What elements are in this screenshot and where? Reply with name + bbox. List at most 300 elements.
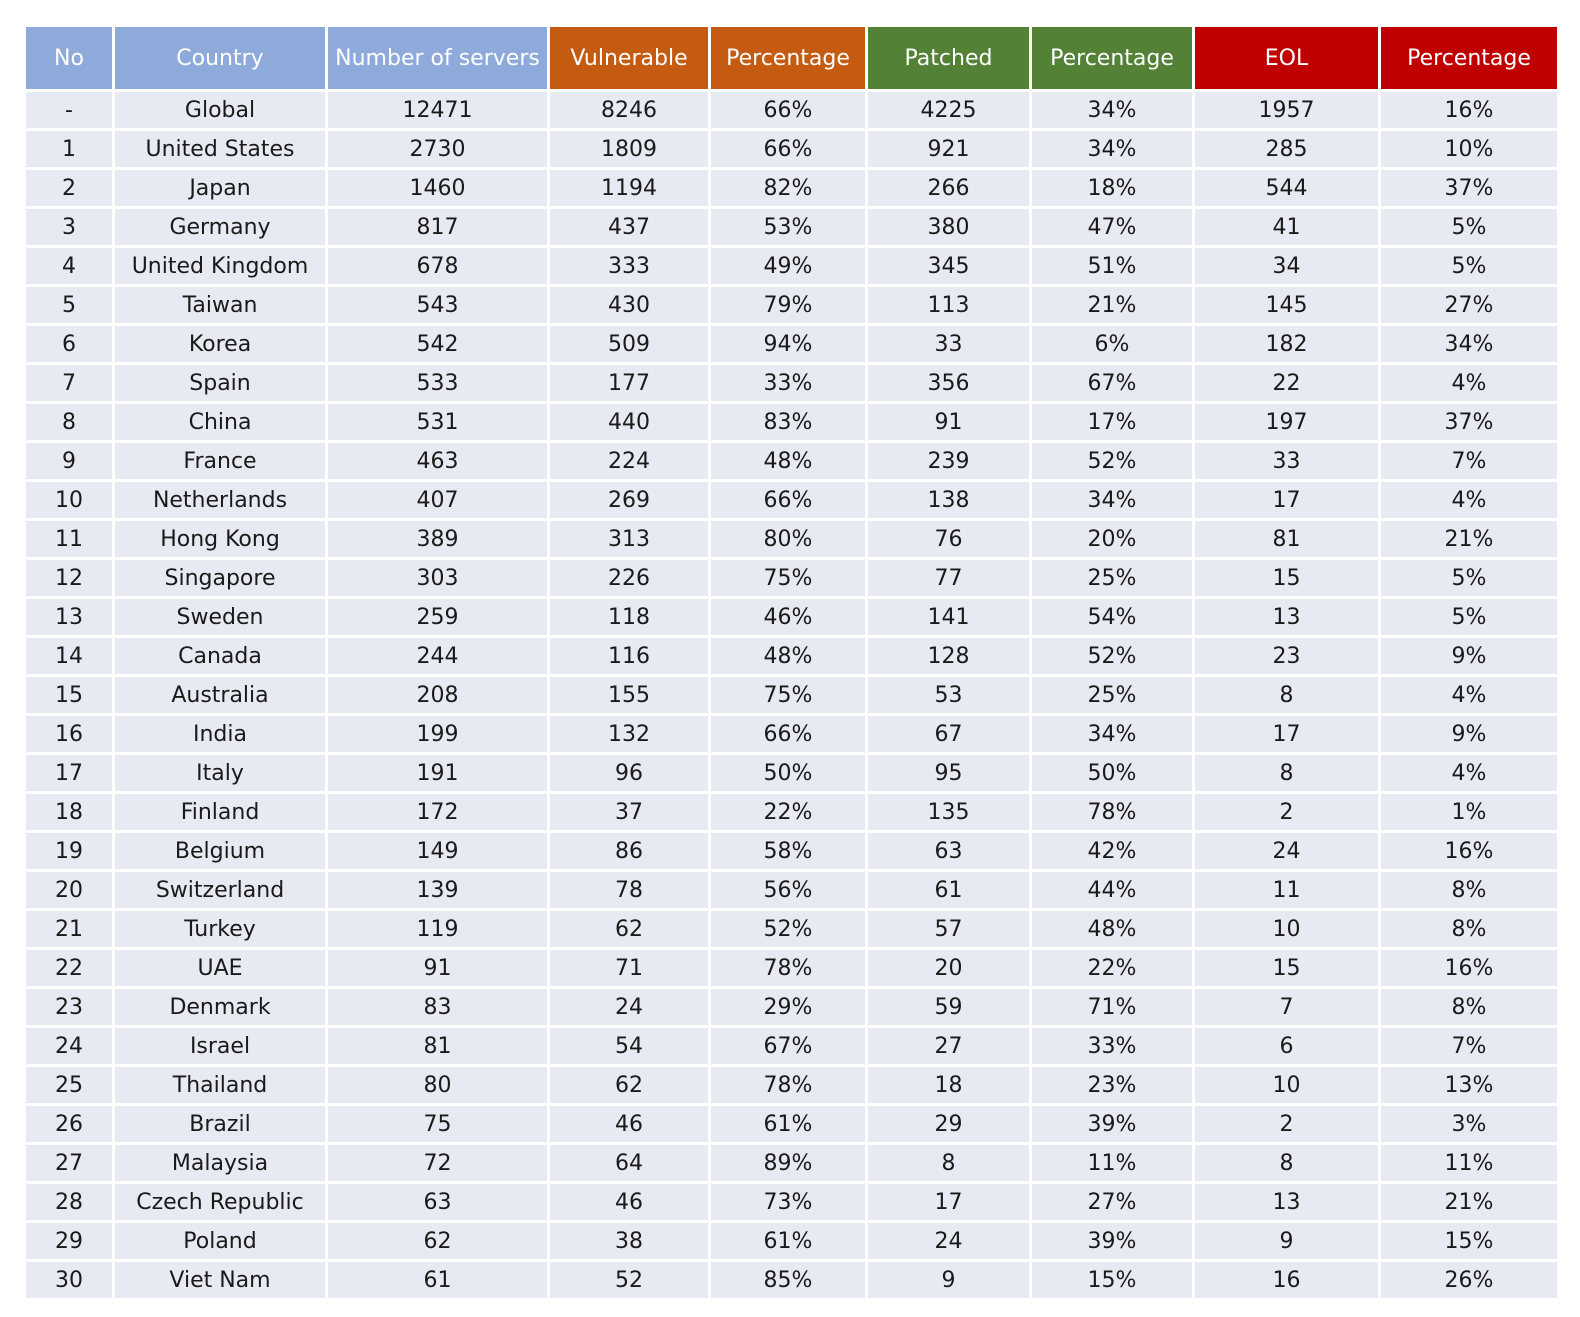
- cell-patched: 113: [867, 286, 1031, 325]
- table-row: [25, 949, 1559, 988]
- cell-vulnerable-percentage: 49%: [710, 247, 867, 286]
- cell-patched: 53: [867, 676, 1031, 715]
- cell-eol: 197: [1194, 403, 1380, 442]
- cell-vulnerable-percentage: 73%: [710, 1183, 867, 1222]
- table-row: [25, 247, 1559, 286]
- cell-no: 10: [25, 481, 114, 520]
- table-row: [25, 988, 1559, 1027]
- cell-vulnerable: 333: [549, 247, 710, 286]
- cell-no: 7: [25, 364, 114, 403]
- cell-servers: 531: [327, 403, 549, 442]
- cell-eol: 6: [1194, 1027, 1380, 1066]
- cell-country: United States: [114, 130, 327, 169]
- cell-country: Global: [114, 91, 327, 130]
- cell-vulnerable: 46: [549, 1105, 710, 1144]
- cell-servers: 139: [327, 871, 549, 910]
- cell-no: -: [25, 91, 114, 130]
- cell-servers: 542: [327, 325, 549, 364]
- cell-eol-percentage: 13%: [1380, 1066, 1559, 1105]
- cell-eol: 23: [1194, 637, 1380, 676]
- cell-eol: 8: [1194, 754, 1380, 793]
- table-row: [25, 169, 1559, 208]
- cell-patched-percentage: 34%: [1031, 130, 1194, 169]
- cell-servers: 2730: [327, 130, 549, 169]
- cell-patched-percentage: 17%: [1031, 403, 1194, 442]
- cell-patched: 141: [867, 598, 1031, 637]
- cell-vulnerable-percentage: 61%: [710, 1105, 867, 1144]
- cell-vulnerable-percentage: 46%: [710, 598, 867, 637]
- cell-patched-percentage: 22%: [1031, 949, 1194, 988]
- table-row: [25, 1261, 1559, 1300]
- cell-patched-percentage: 11%: [1031, 1144, 1194, 1183]
- cell-patched-percentage: 6%: [1031, 325, 1194, 364]
- cell-eol-percentage: 8%: [1380, 988, 1559, 1027]
- table-row: [25, 91, 1559, 130]
- cell-eol-percentage: 11%: [1380, 1144, 1559, 1183]
- cell-servers: 119: [327, 910, 549, 949]
- cell-no: 18: [25, 793, 114, 832]
- cell-no: 25: [25, 1066, 114, 1105]
- cell-patched-percentage: 67%: [1031, 364, 1194, 403]
- cell-patched: 20: [867, 949, 1031, 988]
- cell-patched: 17: [867, 1183, 1031, 1222]
- cell-eol-percentage: 10%: [1380, 130, 1559, 169]
- cell-country: Korea: [114, 325, 327, 364]
- header-patched: Patched: [867, 26, 1031, 91]
- cell-servers: 244: [327, 637, 549, 676]
- table-row: [25, 208, 1559, 247]
- cell-no: 30: [25, 1261, 114, 1300]
- cell-eol-percentage: 7%: [1380, 442, 1559, 481]
- table-row: [25, 715, 1559, 754]
- cell-servers: 91: [327, 949, 549, 988]
- cell-eol: 22: [1194, 364, 1380, 403]
- cell-servers: 407: [327, 481, 549, 520]
- cell-country: China: [114, 403, 327, 442]
- header-patched-percentage: Percentage: [1031, 26, 1194, 91]
- cell-patched: 77: [867, 559, 1031, 598]
- cell-country: Poland: [114, 1222, 327, 1261]
- cell-country: Italy: [114, 754, 327, 793]
- cell-eol: 9: [1194, 1222, 1380, 1261]
- cell-no: 16: [25, 715, 114, 754]
- cell-country: Malaysia: [114, 1144, 327, 1183]
- cell-vulnerable: 155: [549, 676, 710, 715]
- cell-eol: 285: [1194, 130, 1380, 169]
- cell-vulnerable-percentage: 56%: [710, 871, 867, 910]
- cell-eol-percentage: 37%: [1380, 169, 1559, 208]
- cell-vulnerable: 1194: [549, 169, 710, 208]
- cell-servers: 61: [327, 1261, 549, 1300]
- table-row: [25, 1183, 1559, 1222]
- cell-eol: 15: [1194, 949, 1380, 988]
- cell-eol: 145: [1194, 286, 1380, 325]
- cell-eol: 11: [1194, 871, 1380, 910]
- cell-patched-percentage: 78%: [1031, 793, 1194, 832]
- table-row: [25, 130, 1559, 169]
- cell-vulnerable-percentage: 53%: [710, 208, 867, 247]
- cell-patched: 33: [867, 325, 1031, 364]
- cell-eol: 15: [1194, 559, 1380, 598]
- cell-patched-percentage: 25%: [1031, 676, 1194, 715]
- cell-eol-percentage: 8%: [1380, 871, 1559, 910]
- cell-vulnerable: 64: [549, 1144, 710, 1183]
- cell-vulnerable: 1809: [549, 130, 710, 169]
- cell-country: Brazil: [114, 1105, 327, 1144]
- table-body: [25, 91, 1559, 1300]
- cell-servers: 817: [327, 208, 549, 247]
- cell-vulnerable-percentage: 85%: [710, 1261, 867, 1300]
- table-row: [25, 637, 1559, 676]
- cell-servers: 259: [327, 598, 549, 637]
- cell-patched: 27: [867, 1027, 1031, 1066]
- cell-vulnerable: 86: [549, 832, 710, 871]
- cell-eol: 17: [1194, 715, 1380, 754]
- cell-country: Singapore: [114, 559, 327, 598]
- cell-no: 13: [25, 598, 114, 637]
- cell-eol: 8: [1194, 1144, 1380, 1183]
- cell-patched: 135: [867, 793, 1031, 832]
- header-eol: EOL: [1194, 26, 1380, 91]
- cell-servers: 1460: [327, 169, 549, 208]
- cell-no: 6: [25, 325, 114, 364]
- cell-eol: 10: [1194, 910, 1380, 949]
- cell-patched: 266: [867, 169, 1031, 208]
- cell-vulnerable-percentage: 94%: [710, 325, 867, 364]
- cell-patched: 91: [867, 403, 1031, 442]
- cell-eol-percentage: 4%: [1380, 676, 1559, 715]
- cell-patched: 29: [867, 1105, 1031, 1144]
- cell-vulnerable-percentage: 89%: [710, 1144, 867, 1183]
- cell-eol-percentage: 26%: [1380, 1261, 1559, 1300]
- cell-eol-percentage: 21%: [1380, 1183, 1559, 1222]
- cell-no: 9: [25, 442, 114, 481]
- cell-patched: 138: [867, 481, 1031, 520]
- cell-country: Japan: [114, 169, 327, 208]
- cell-servers: 81: [327, 1027, 549, 1066]
- cell-patched: 921: [867, 130, 1031, 169]
- cell-no: 14: [25, 637, 114, 676]
- cell-eol: 1957: [1194, 91, 1380, 130]
- table-row: [25, 403, 1559, 442]
- table-row: [25, 1222, 1559, 1261]
- cell-no: 1: [25, 130, 114, 169]
- cell-no: 12: [25, 559, 114, 598]
- cell-no: 21: [25, 910, 114, 949]
- cell-eol: 33: [1194, 442, 1380, 481]
- cell-servers: 303: [327, 559, 549, 598]
- cell-vulnerable: 132: [549, 715, 710, 754]
- cell-patched-percentage: 18%: [1031, 169, 1194, 208]
- table-row: [25, 676, 1559, 715]
- cell-patched-percentage: 33%: [1031, 1027, 1194, 1066]
- cell-servers: 191: [327, 754, 549, 793]
- cell-servers: 83: [327, 988, 549, 1027]
- cell-servers: 12471: [327, 91, 549, 130]
- cell-vulnerable-percentage: 78%: [710, 949, 867, 988]
- cell-patched-percentage: 52%: [1031, 637, 1194, 676]
- cell-vulnerable: 37: [549, 793, 710, 832]
- cell-vulnerable: 62: [549, 1066, 710, 1105]
- cell-eol: 2: [1194, 1105, 1380, 1144]
- cell-servers: 62: [327, 1222, 549, 1261]
- server-vulnerability-table: [23, 24, 1560, 1301]
- cell-servers: 208: [327, 676, 549, 715]
- cell-eol-percentage: 37%: [1380, 403, 1559, 442]
- cell-eol: 2: [1194, 793, 1380, 832]
- cell-eol-percentage: 4%: [1380, 754, 1559, 793]
- cell-no: 3: [25, 208, 114, 247]
- cell-vulnerable-percentage: 22%: [710, 793, 867, 832]
- cell-patched-percentage: 54%: [1031, 598, 1194, 637]
- cell-vulnerable-percentage: 75%: [710, 676, 867, 715]
- cell-vulnerable: 224: [549, 442, 710, 481]
- cell-servers: 80: [327, 1066, 549, 1105]
- table-row: [25, 754, 1559, 793]
- cell-patched-percentage: 27%: [1031, 1183, 1194, 1222]
- table-row: [25, 559, 1559, 598]
- cell-vulnerable-percentage: 33%: [710, 364, 867, 403]
- cell-patched-percentage: 50%: [1031, 754, 1194, 793]
- header-vulnerable-percentage: Percentage: [710, 26, 867, 91]
- cell-vulnerable-percentage: 82%: [710, 169, 867, 208]
- cell-servers: 678: [327, 247, 549, 286]
- cell-eol: 17: [1194, 481, 1380, 520]
- cell-vulnerable: 71: [549, 949, 710, 988]
- cell-vulnerable: 8246: [549, 91, 710, 130]
- cell-patched-percentage: 44%: [1031, 871, 1194, 910]
- cell-no: 19: [25, 832, 114, 871]
- cell-country: Czech Republic: [114, 1183, 327, 1222]
- cell-vulnerable-percentage: 66%: [710, 130, 867, 169]
- cell-eol-percentage: 9%: [1380, 637, 1559, 676]
- cell-no: 11: [25, 520, 114, 559]
- cell-eol: 16: [1194, 1261, 1380, 1300]
- cell-country: Viet Nam: [114, 1261, 327, 1300]
- cell-country: Thailand: [114, 1066, 327, 1105]
- cell-vulnerable: 118: [549, 598, 710, 637]
- cell-no: 28: [25, 1183, 114, 1222]
- cell-patched: 18: [867, 1066, 1031, 1105]
- cell-no: 8: [25, 403, 114, 442]
- cell-country: Germany: [114, 208, 327, 247]
- cell-no: 4: [25, 247, 114, 286]
- cell-vulnerable-percentage: 66%: [710, 715, 867, 754]
- table-row: [25, 1066, 1559, 1105]
- table-row: [25, 1144, 1559, 1183]
- table-row: [25, 286, 1559, 325]
- cell-country: Hong Kong: [114, 520, 327, 559]
- cell-eol: 544: [1194, 169, 1380, 208]
- table-row: [25, 364, 1559, 403]
- table-row: [25, 871, 1559, 910]
- cell-vulnerable-percentage: 79%: [710, 286, 867, 325]
- cell-eol-percentage: 21%: [1380, 520, 1559, 559]
- cell-servers: 75: [327, 1105, 549, 1144]
- cell-eol: 13: [1194, 598, 1380, 637]
- cell-patched: 380: [867, 208, 1031, 247]
- cell-vulnerable: 78: [549, 871, 710, 910]
- cell-patched: 4225: [867, 91, 1031, 130]
- cell-country: Denmark: [114, 988, 327, 1027]
- cell-eol-percentage: 16%: [1380, 832, 1559, 871]
- cell-eol-percentage: 34%: [1380, 325, 1559, 364]
- cell-patched-percentage: 71%: [1031, 988, 1194, 1027]
- header-row: [25, 26, 1559, 91]
- cell-patched-percentage: 20%: [1031, 520, 1194, 559]
- server-table-container: [23, 24, 1557, 1301]
- header-vulnerable: Vulnerable: [549, 26, 710, 91]
- cell-eol: 41: [1194, 208, 1380, 247]
- cell-patched-percentage: 51%: [1031, 247, 1194, 286]
- cell-eol-percentage: 7%: [1380, 1027, 1559, 1066]
- cell-vulnerable: 46: [549, 1183, 710, 1222]
- cell-patched: 24: [867, 1222, 1031, 1261]
- cell-patched-percentage: 42%: [1031, 832, 1194, 871]
- cell-vulnerable-percentage: 75%: [710, 559, 867, 598]
- cell-vulnerable-percentage: 58%: [710, 832, 867, 871]
- cell-country: Netherlands: [114, 481, 327, 520]
- cell-vulnerable: 116: [549, 637, 710, 676]
- cell-no: 26: [25, 1105, 114, 1144]
- cell-eol: 182: [1194, 325, 1380, 364]
- cell-patched-percentage: 23%: [1031, 1066, 1194, 1105]
- cell-vulnerable: 24: [549, 988, 710, 1027]
- cell-vulnerable: 440: [549, 403, 710, 442]
- table-row: [25, 325, 1559, 364]
- cell-eol-percentage: 16%: [1380, 91, 1559, 130]
- cell-no: 20: [25, 871, 114, 910]
- cell-country: India: [114, 715, 327, 754]
- cell-patched: 95: [867, 754, 1031, 793]
- cell-eol-percentage: 3%: [1380, 1105, 1559, 1144]
- cell-country: Taiwan: [114, 286, 327, 325]
- cell-country: Israel: [114, 1027, 327, 1066]
- table-row: [25, 1105, 1559, 1144]
- cell-servers: 172: [327, 793, 549, 832]
- cell-patched: 356: [867, 364, 1031, 403]
- table-row: [25, 1027, 1559, 1066]
- header-eol-percentage: Percentage: [1380, 26, 1559, 91]
- cell-eol-percentage: 4%: [1380, 364, 1559, 403]
- cell-patched: 63: [867, 832, 1031, 871]
- cell-servers: 533: [327, 364, 549, 403]
- cell-eol-percentage: 5%: [1380, 598, 1559, 637]
- cell-patched: 239: [867, 442, 1031, 481]
- header-number-of-servers: Number of servers: [327, 26, 549, 91]
- cell-eol-percentage: 15%: [1380, 1222, 1559, 1261]
- cell-vulnerable-percentage: 78%: [710, 1066, 867, 1105]
- cell-eol-percentage: 27%: [1380, 286, 1559, 325]
- cell-patched-percentage: 21%: [1031, 286, 1194, 325]
- cell-patched-percentage: 39%: [1031, 1222, 1194, 1261]
- cell-servers: 463: [327, 442, 549, 481]
- cell-vulnerable: 509: [549, 325, 710, 364]
- cell-eol-percentage: 1%: [1380, 793, 1559, 832]
- cell-eol: 7: [1194, 988, 1380, 1027]
- cell-no: 5: [25, 286, 114, 325]
- cell-servers: 72: [327, 1144, 549, 1183]
- cell-eol: 34: [1194, 247, 1380, 286]
- cell-vulnerable: 52: [549, 1261, 710, 1300]
- cell-eol-percentage: 9%: [1380, 715, 1559, 754]
- cell-patched-percentage: 39%: [1031, 1105, 1194, 1144]
- header-no: No: [25, 26, 114, 91]
- cell-vulnerable-percentage: 48%: [710, 442, 867, 481]
- cell-vulnerable: 226: [549, 559, 710, 598]
- cell-eol: 81: [1194, 520, 1380, 559]
- cell-patched: 128: [867, 637, 1031, 676]
- cell-patched-percentage: 25%: [1031, 559, 1194, 598]
- cell-eol-percentage: 16%: [1380, 949, 1559, 988]
- cell-eol-percentage: 4%: [1380, 481, 1559, 520]
- cell-no: 2: [25, 169, 114, 208]
- cell-country: Spain: [114, 364, 327, 403]
- cell-servers: 389: [327, 520, 549, 559]
- cell-no: 24: [25, 1027, 114, 1066]
- cell-country: United Kingdom: [114, 247, 327, 286]
- cell-eol-percentage: 8%: [1380, 910, 1559, 949]
- cell-vulnerable-percentage: 83%: [710, 403, 867, 442]
- cell-country: Canada: [114, 637, 327, 676]
- cell-vulnerable: 437: [549, 208, 710, 247]
- cell-country: Turkey: [114, 910, 327, 949]
- cell-patched: 8: [867, 1144, 1031, 1183]
- cell-no: 15: [25, 676, 114, 715]
- cell-vulnerable-percentage: 80%: [710, 520, 867, 559]
- cell-vulnerable: 177: [549, 364, 710, 403]
- cell-patched-percentage: 48%: [1031, 910, 1194, 949]
- cell-eol-percentage: 5%: [1380, 208, 1559, 247]
- cell-vulnerable-percentage: 67%: [710, 1027, 867, 1066]
- cell-eol-percentage: 5%: [1380, 559, 1559, 598]
- cell-patched-percentage: 34%: [1031, 481, 1194, 520]
- cell-vulnerable-percentage: 66%: [710, 91, 867, 130]
- cell-eol: 24: [1194, 832, 1380, 871]
- cell-country: Australia: [114, 676, 327, 715]
- cell-vulnerable: 430: [549, 286, 710, 325]
- cell-servers: 199: [327, 715, 549, 754]
- cell-country: Switzerland: [114, 871, 327, 910]
- cell-patched-percentage: 52%: [1031, 442, 1194, 481]
- cell-no: 27: [25, 1144, 114, 1183]
- cell-country: France: [114, 442, 327, 481]
- table-row: [25, 832, 1559, 871]
- cell-servers: 63: [327, 1183, 549, 1222]
- cell-patched: 67: [867, 715, 1031, 754]
- cell-vulnerable: 269: [549, 481, 710, 520]
- cell-servers: 149: [327, 832, 549, 871]
- cell-servers: 543: [327, 286, 549, 325]
- cell-patched: 59: [867, 988, 1031, 1027]
- cell-vulnerable: 54: [549, 1027, 710, 1066]
- cell-country: Belgium: [114, 832, 327, 871]
- cell-eol: 13: [1194, 1183, 1380, 1222]
- cell-eol: 10: [1194, 1066, 1380, 1105]
- cell-no: 29: [25, 1222, 114, 1261]
- cell-vulnerable: 38: [549, 1222, 710, 1261]
- table-row: [25, 598, 1559, 637]
- cell-vulnerable-percentage: 52%: [710, 910, 867, 949]
- cell-vulnerable-percentage: 48%: [710, 637, 867, 676]
- cell-patched-percentage: 34%: [1031, 715, 1194, 754]
- cell-patched: 345: [867, 247, 1031, 286]
- cell-no: 17: [25, 754, 114, 793]
- cell-patched: 61: [867, 871, 1031, 910]
- cell-vulnerable: 62: [549, 910, 710, 949]
- table-row: [25, 442, 1559, 481]
- cell-vulnerable-percentage: 61%: [710, 1222, 867, 1261]
